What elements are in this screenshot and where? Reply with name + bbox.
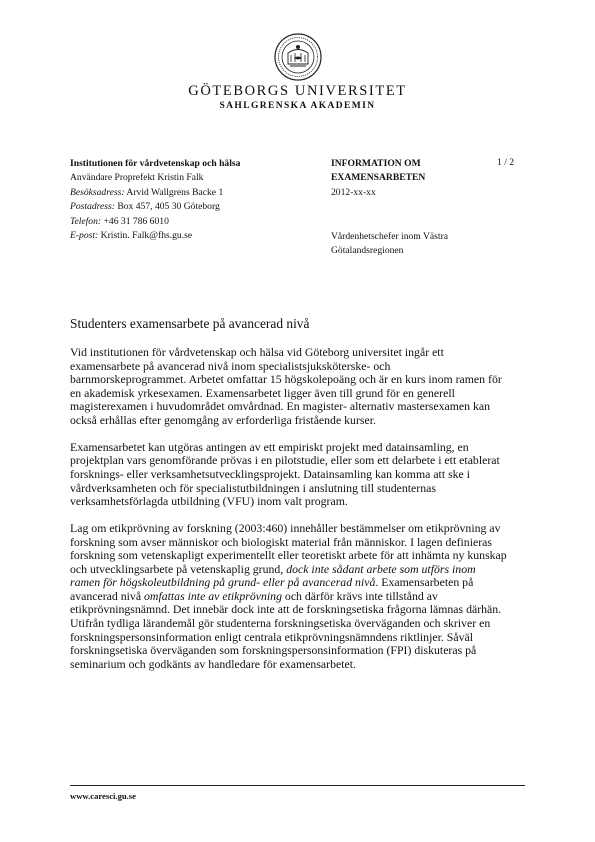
document-body <box>70 346 508 685</box>
visit-address-label: Besöksadress: <box>70 186 125 198</box>
paragraph-3-part-c: . Examensarbeten på avancerad nivå <box>70 575 474 603</box>
visit-address <box>70 186 240 200</box>
faculty-name: SAHLGRENSKA AKADEMIN <box>219 101 376 111</box>
university-seal-icon <box>274 33 322 81</box>
email-label: E-post: <box>70 230 99 242</box>
sender-name: Användare Proprefekt Kristin Falk <box>70 172 204 184</box>
postal-address <box>70 200 240 214</box>
footer-divider <box>70 785 525 786</box>
phone-value: +46 31 786 6010 <box>103 215 169 227</box>
email-value[interactable]: Kristin. Falk@fhs.gu.se <box>100 230 193 242</box>
document-date: 2012-xx-xx <box>331 186 376 198</box>
paragraph-1: Vid institutionen för vårdvetenskap och hälsa vid Göteborg universitet ingår ett examensarbete på avancerad nivå inom specialistsjuksköterske- och barnmorskeprogrammet. Arbetet omfattar 15 högskolepoäng och är en kurs inom ramen för en akademisk yrkesexamen. Examensarbetet ligger även till grund för en generell magisterexamen i huvudområdet omvårdnad. En magister- alternativ mastersexamen kan också erhållas efter genomgång av erforderliga fristående kurser. <box>70 345 502 427</box>
phone-label: Telefon: <box>70 215 102 227</box>
paragraph-3 <box>70 522 508 671</box>
recipient: Vårdenhetschefer inom Västra Götalandsregionen <box>331 231 449 257</box>
paragraph-3-emphasis-1: dock inte sådant arbete som utförs inom ramen för högskoleutbildning på grund- eller på avancerad nivå <box>70 561 476 590</box>
email <box>70 229 240 243</box>
document-heading: Studenters examensarbete på avancerad nivå <box>70 316 310 331</box>
contact-block <box>70 157 240 243</box>
institution-name: Institutionen för vårdvetenskap och hälsa <box>70 158 241 169</box>
visit-address-value: Arvid Wallgrens Backe 1 <box>126 186 224 198</box>
info-title: INFORMATION OM EXAMENSARBETEN <box>331 158 426 184</box>
paragraph-2: Examensarbetet kan utgöras antingen av ett empiriskt projekt med datainsamling, en projektplan vars genomförande prövas i en pilotstudie, eller som ett delarbete i ett etablerat forsknings- eller verksamhetsutvecklingsprojekt. Datainsamling kan komma att ske i vårdverksamheten och för specialistutbildningen i anslutning till studenternas verksamhetsförlagda utbildning (VFU) inom valt program. <box>70 439 500 509</box>
info-block <box>331 157 471 200</box>
university-name: GÖTEBORGS UNIVERSITET <box>188 83 407 99</box>
paragraph-3-emphasis-2: omfattas inte av etikprövning <box>144 588 282 603</box>
paragraph-3-part-a: Lag om etikprövning av forskning (2003:460) innehåller bestämmelser om etikprövning av forskning som avser människor och biologiskt material från människor. I lagen definieras forskning som vetenskapligt experimentellt eller teoretiskt arbete för att inhämta ny kunskap och utvecklingsarbete på vetenskaplig grund, <box>70 521 507 576</box>
page-number: 1 / 2 <box>497 157 515 168</box>
paragraph-3-part-e: och därför krävs inte tillstånd av etikprövningsnämnd. Det innebär dock inte att de forskningsetiska frågorna lämnas därhän. Utifrån tydliga lärandemål gör studenterna forskningsetiska överväganden och skriver en forskningspersonsinformation enligt centrala etikprövningsnämndens riktlinjer. Såväl forskningsetiska överväganden som forskningspersonsinformation (FPI) diskuteras på seminarium och godkänts av handledare för examensarbetet. <box>70 588 502 671</box>
postal-address-value: Box 457, 405 30 Göteborg <box>117 201 220 213</box>
footer-url[interactable]: www.caresci.gu.se <box>70 791 136 801</box>
phone <box>70 215 240 229</box>
postal-address-label: Postadress: <box>70 201 115 213</box>
